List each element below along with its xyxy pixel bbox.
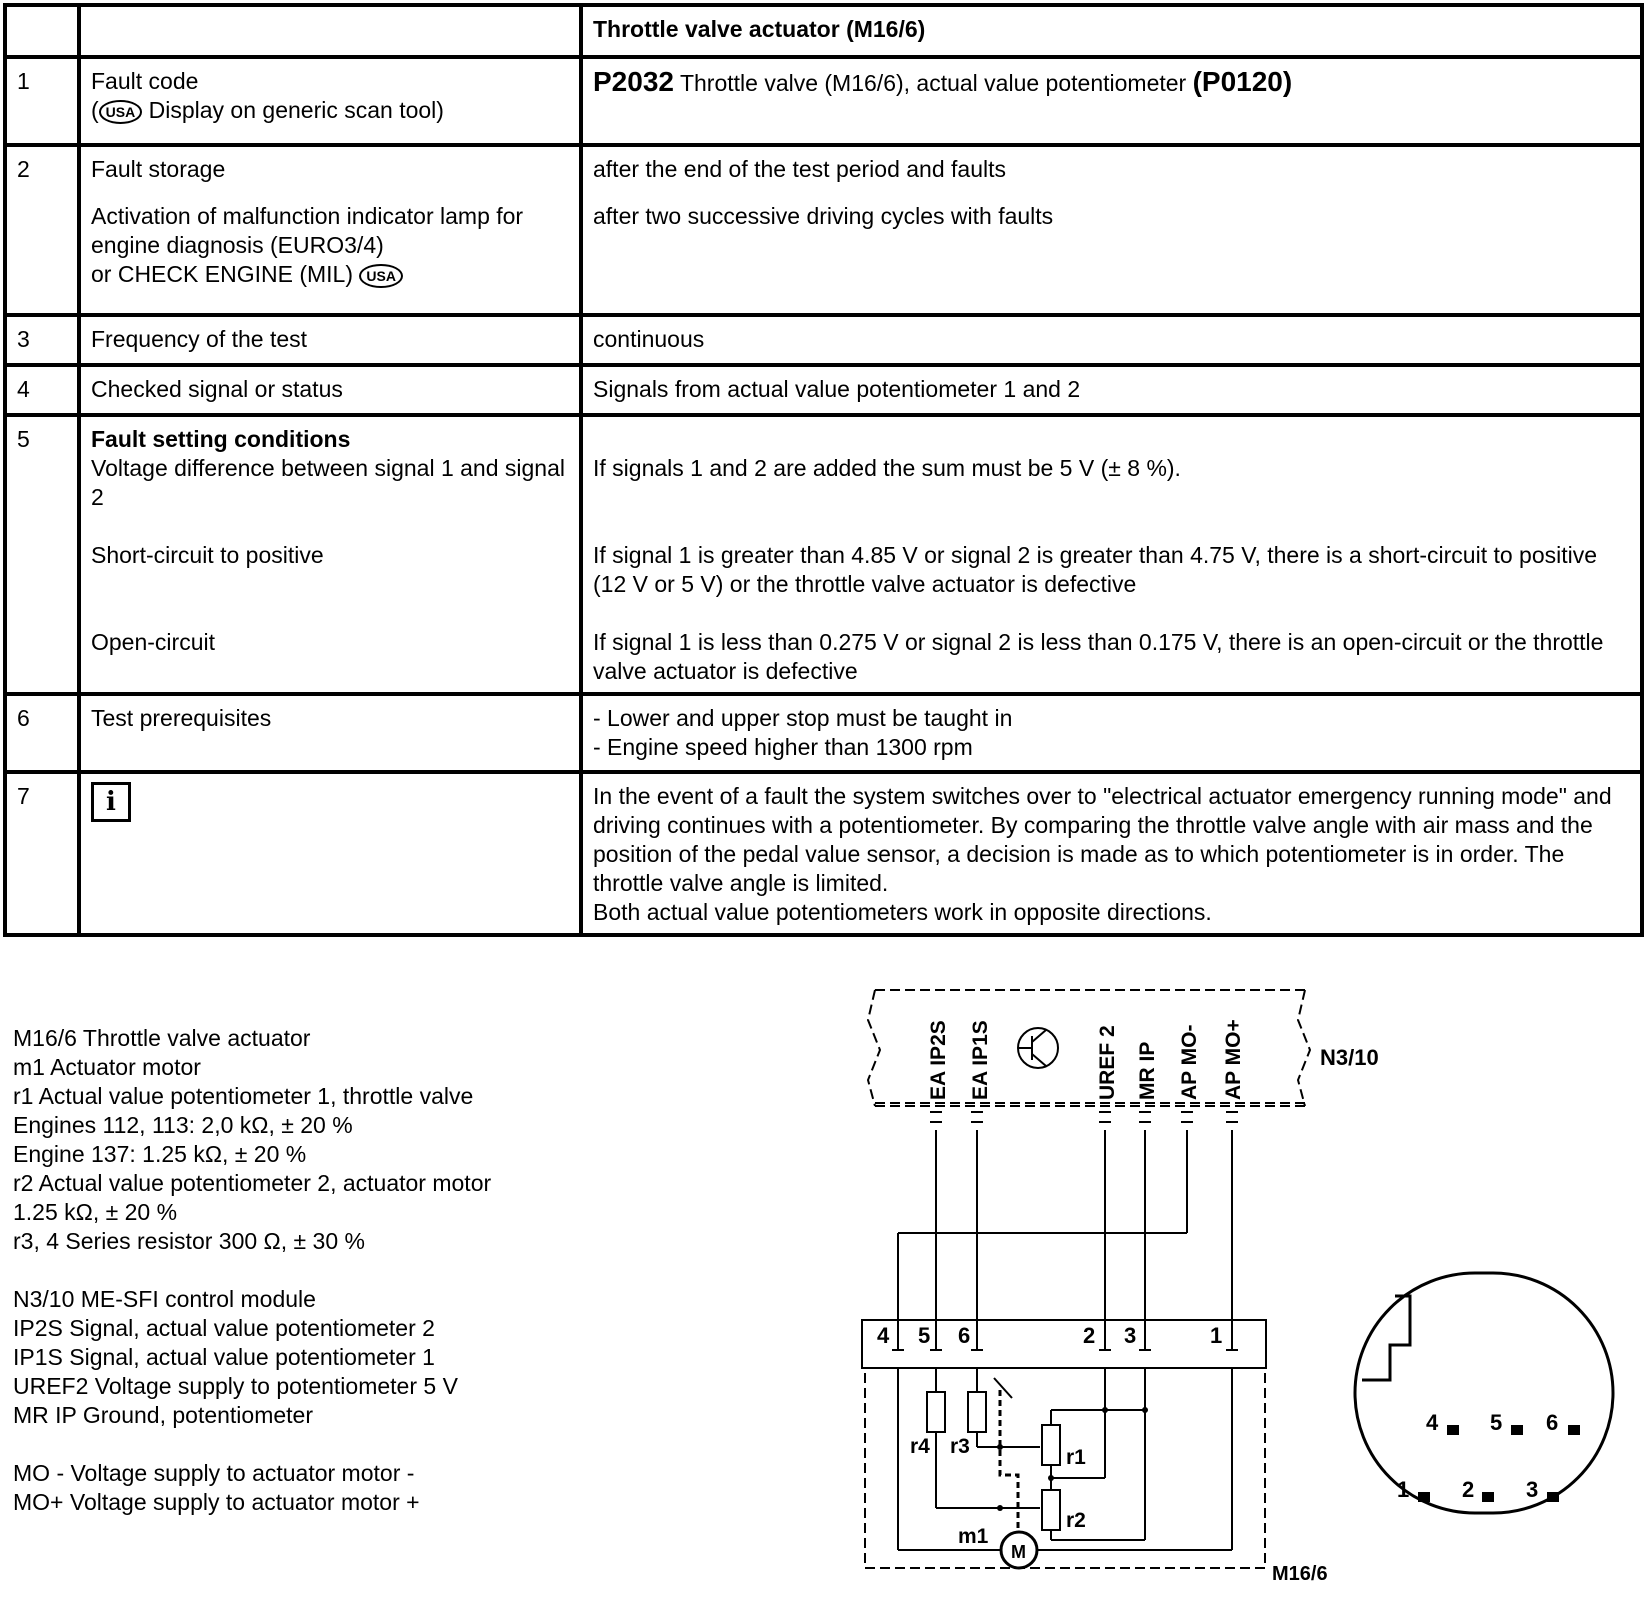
value-open-circuit: If signal 1 is less than 0.275 V or signal 2 is less than 0.175 V, there is an open-circuit or the throttle valve actuator is defective xyxy=(593,629,1604,684)
connector-label-6: 6 xyxy=(1546,1410,1559,1435)
resistor-r4 xyxy=(927,1392,945,1432)
connector-pin-5 xyxy=(1511,1425,1523,1435)
connector-label-1: 1 xyxy=(1397,1477,1410,1502)
usa-badge-icon: USA xyxy=(99,100,143,124)
legend-item: r2 Actual value potentiometer 2, actuator motor xyxy=(13,1170,492,1196)
junction-dot xyxy=(1048,1475,1054,1481)
junction-dot xyxy=(997,1505,1003,1511)
connector-pin-4 xyxy=(1447,1425,1459,1435)
row-number: 3 xyxy=(5,315,79,365)
legend-item: MO - Voltage supply to actuator motor - xyxy=(13,1460,415,1486)
potentiometer-r2 xyxy=(1042,1490,1060,1530)
wiper-arrow xyxy=(994,1378,1012,1398)
connector-pin-3 xyxy=(1547,1492,1559,1502)
row-number: 6 xyxy=(5,694,79,772)
label-fault-conditions: Fault setting conditions xyxy=(91,426,351,452)
module-right-edge xyxy=(1298,990,1310,1106)
connector-pin-1 xyxy=(1418,1492,1430,1502)
legend-item: UREF2 Voltage supply to potentiometer 5 V xyxy=(13,1373,458,1399)
actuator-outline xyxy=(865,1368,1265,1568)
junction-dot xyxy=(1102,1407,1108,1413)
fault-code-description: Throttle valve (M16/6), actual value potentiometer xyxy=(679,70,1187,96)
generic-fault-code: (P0120) xyxy=(1192,66,1293,97)
label-open-circuit: Open-circuit xyxy=(91,629,215,655)
label-r3: r3 xyxy=(950,1435,970,1458)
value-mil-activation: after two successive driving cycles with faults xyxy=(593,203,1054,229)
legend-item: MR IP Ground, potentiometer xyxy=(13,1402,313,1428)
terminal-6: 6 xyxy=(958,1323,971,1348)
potentiometer-r1 xyxy=(1042,1425,1060,1465)
junction-dot xyxy=(997,1444,1003,1450)
legend-item: Engines 112, 113: 2,0 kΩ, ± 20 % xyxy=(13,1112,353,1138)
pin-label-ip1s: EA IP1S xyxy=(969,1020,992,1100)
label-r2: r2 xyxy=(1066,1509,1086,1532)
legend-item: r3, 4 Series resistor 300 Ω, ± 30 % xyxy=(13,1228,365,1254)
row-value: continuous xyxy=(581,315,1642,365)
value-info-text: In the event of a fault the system switches over to "electrical actuator emergency running mode" and driving continues with a potentiometer. By comparing the throttle valve angle with air mass and the position of the pedal value sensor, a decision is made as to which potentiometer is in order. The throttle valve angle is limited. xyxy=(593,783,1612,896)
transistor-icon xyxy=(1018,1028,1058,1068)
legend-item: N3/10 ME-SFI control module xyxy=(13,1286,316,1312)
connector-pin-6 xyxy=(1568,1425,1580,1435)
label-fault-storage: Fault storage xyxy=(91,156,226,182)
paren-open: ( xyxy=(91,97,99,123)
pin-label-mrip: MR IP xyxy=(1136,1041,1159,1100)
legend-item: MO+ Voltage supply to actuator motor + xyxy=(13,1489,420,1515)
row-label: Checked signal or status xyxy=(79,365,581,415)
pin-label-uref2: UREF 2 xyxy=(1096,1025,1119,1100)
pin-label-mo-minus: AP MO- xyxy=(1178,1024,1201,1100)
row-label: Test prerequisites xyxy=(79,694,581,772)
row-value: Signals from actual value potentiometer 1 and 2 xyxy=(581,365,1642,415)
row-number: 4 xyxy=(5,365,79,415)
label-mil-activation: Activation of malfunction indicator lamp for engine diagnosis (EURO3/4) xyxy=(91,203,524,258)
check-engine-text: or CHECK ENGINE (MIL) xyxy=(91,261,353,287)
row-number: 7 xyxy=(5,772,79,935)
legend-item: Engine 137: 1.25 kΩ, ± 20 % xyxy=(13,1141,307,1167)
terminal-3: 3 xyxy=(1124,1323,1137,1348)
pin-stubs xyxy=(930,1112,1238,1122)
pin-label-ip2s: EA IP2S xyxy=(927,1020,950,1100)
label-m1: m1 xyxy=(958,1525,989,1548)
row-number: 2 xyxy=(5,145,79,315)
value-short-circuit: If signal 1 is greater than 4.85 V or signal 2 is greater than 4.75 V, there is a short-circuit to positive (12 V or 5 V) or the throttle valve actuator is defective xyxy=(593,542,1598,597)
label-voltage-difference: Voltage difference between signal 1 and signal 2 xyxy=(91,455,565,510)
legend-item: IP2S Signal, actual value potentiometer 2 xyxy=(13,1315,435,1341)
resistor-r3 xyxy=(968,1392,986,1432)
module-left-edge xyxy=(868,990,880,1106)
value-fault-storage: after the end of the test period and faults xyxy=(593,156,1007,182)
label-short-circuit: Short-circuit to positive xyxy=(91,542,324,568)
scan-tool-text: Display on generic scan tool) xyxy=(148,97,444,123)
table-header-title: Throttle valve actuator (M16/6) xyxy=(581,5,1642,57)
info-icon: i xyxy=(91,782,131,822)
module-label: N3/10 xyxy=(1320,1045,1379,1070)
legend-item: m1 Actuator motor xyxy=(13,1054,201,1080)
legend-item: r1 Actual value potentiometer 1, throttle valve xyxy=(13,1083,474,1109)
row-label: Frequency of the test xyxy=(79,315,581,365)
label-fault-code: Fault code xyxy=(91,68,199,94)
connector-label-4: 4 xyxy=(1426,1410,1439,1435)
legend-item: 1.25 kΩ, ± 20 % xyxy=(13,1199,178,1225)
value-voltage-difference: If signals 1 and 2 are added the sum must be 5 V (± 8 %). xyxy=(593,455,1181,481)
motor-symbol: M xyxy=(1011,1542,1026,1562)
connector-label-2: 2 xyxy=(1462,1477,1475,1502)
junction-dot xyxy=(1142,1407,1148,1413)
value-prereq-speed: - Engine speed higher than 1300 rpm xyxy=(593,734,973,760)
label-r4: r4 xyxy=(910,1435,930,1458)
value-prereq-stop: - Lower and upper stop must be taught in xyxy=(593,705,1013,731)
value-info-text-2: Both actual value potentiometers work in opposite directions. xyxy=(593,899,1212,925)
terminal-2: 2 xyxy=(1083,1323,1096,1348)
connector-face xyxy=(1355,1273,1613,1513)
terminal-5: 5 xyxy=(918,1323,931,1348)
row-number: 1 xyxy=(5,57,79,145)
legend-item: M16/6 Throttle valve actuator xyxy=(13,1025,311,1051)
usa-badge-icon: USA xyxy=(359,264,403,288)
connector-pin-2 xyxy=(1482,1492,1494,1502)
label-r1: r1 xyxy=(1066,1446,1086,1469)
row-number: 5 xyxy=(5,415,79,694)
legend-item: IP1S Signal, actual value potentiometer 1 xyxy=(13,1344,435,1370)
connector-label-5: 5 xyxy=(1490,1410,1503,1435)
terminal-4: 4 xyxy=(877,1323,890,1348)
terminal-1: 1 xyxy=(1210,1323,1223,1348)
connector-label-3: 3 xyxy=(1526,1477,1539,1502)
pin-label-mo-plus: AP MO+ xyxy=(1222,1019,1245,1100)
actuator-label: M16/6 xyxy=(1272,1563,1328,1585)
fault-code: P2032 xyxy=(593,66,674,97)
